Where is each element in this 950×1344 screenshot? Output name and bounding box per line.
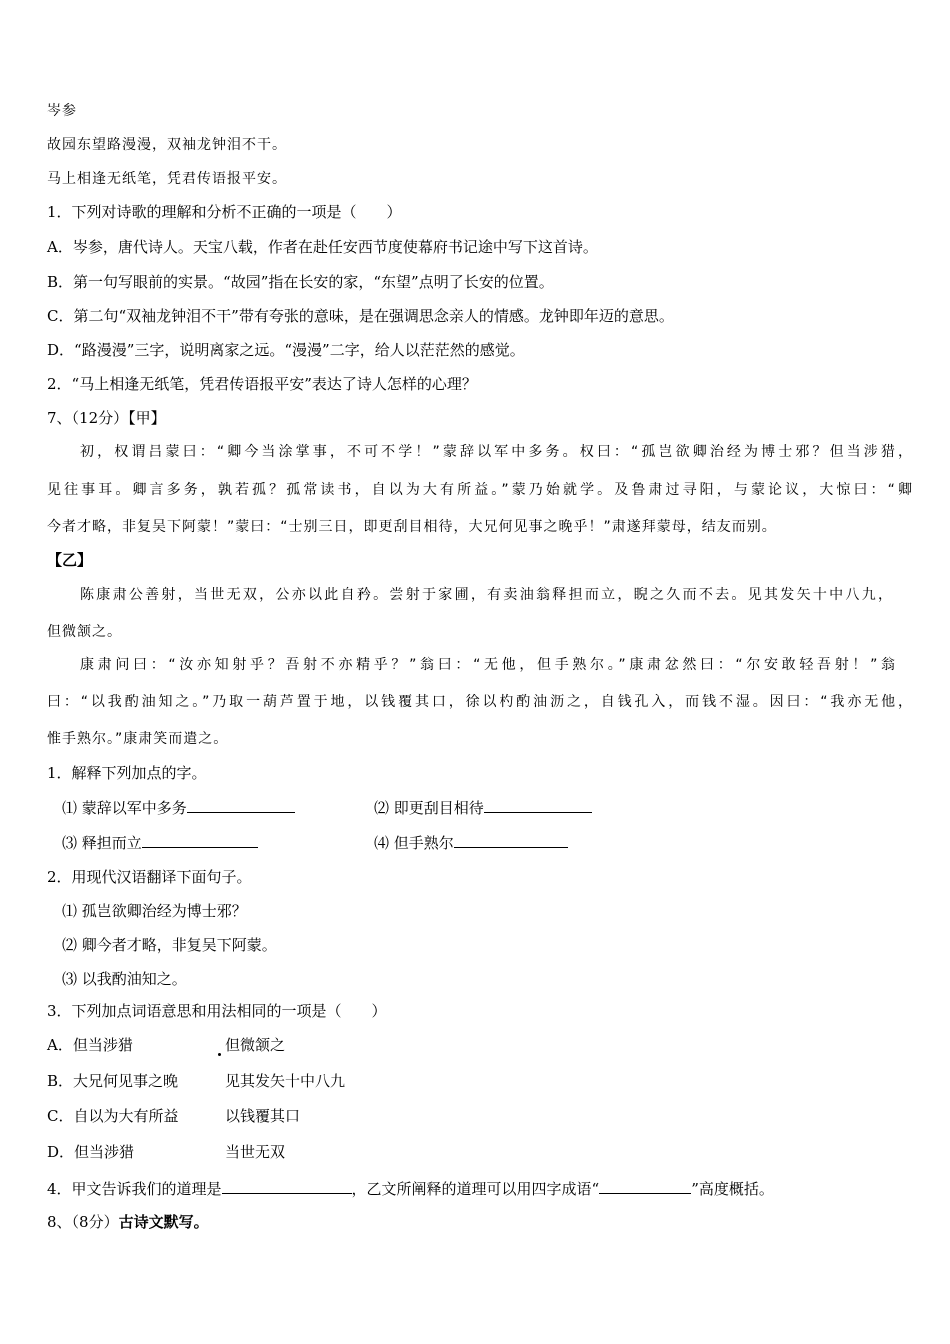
yi-p2-line-3: 惟手熟尔。”康肃笑而遣之。 [47, 731, 229, 747]
yi-p2-line-1: 康肃问曰：“汝亦知射乎？吾射不亦精乎？”翁曰：“无他，但手熟尔。”康肃忿然曰：“尔安敢轻吾射！”翁 [80, 657, 896, 673]
q7-1-item-1-text: ⑴ 蒙辞以军中多务 [62, 799, 187, 817]
q7-1-item-3 [62, 832, 258, 853]
q7-3-option-b-left: B．大兄何见事之晚 [47, 1072, 179, 1090]
jia-line-1: 初，权谓吕蒙曰：“卿今当涂掌事，不可不学！”蒙辞以军中多务。权曰：“孤岂欲卿治经为博士邪？但当涉猎， [80, 444, 913, 460]
q7-2-stem: 2．用现代汉语翻译下面句子。 [47, 868, 252, 886]
q7-4-part-3: ”高度概括。 [691, 1180, 774, 1198]
q8-header [47, 1212, 209, 1232]
q7-3-option-a-right: 但微颔之 [225, 1036, 286, 1054]
q7-4-part-1: 4．甲文告诉我们的道理是 [47, 1180, 222, 1198]
q7-1-item-2 [374, 797, 592, 818]
q7-4-stem [47, 1178, 774, 1199]
q6-2-stem: 2．“马上相逢无纸笔，凭君传语报平安”表达了诗人怎样的心理？ [47, 375, 477, 393]
q7-3-option-c-right: 以钱覆其口 [225, 1107, 301, 1125]
q7-2-sentence-1: ⑴ 孤岂欲卿治经为博士邪？ [62, 902, 247, 920]
answer-blank[interactable] [142, 832, 258, 848]
poem-line-1: 故园东望路漫漫，双袖龙钟泪不干。 [47, 137, 287, 153]
q7-4-part-2: ，乙文所阐释的道理可以用四字成语“ [351, 1180, 600, 1198]
q7-3-stem: 3．下列加点词语意思和用法相同的一项是（ ） [47, 1002, 387, 1020]
q6-1-option-c: C．第二句“双袖龙钟泪不干”带有夸张的意味，是在强调思念亲人的情感。龙钟即年迈的意思。 [47, 307, 674, 325]
q8-title: 古诗文默写。 [118, 1213, 209, 1231]
answer-blank[interactable] [484, 797, 592, 813]
q7-2-sentence-3: ⑶ 以我酌油知之。 [62, 970, 187, 988]
q7-1-item-1 [62, 797, 295, 818]
q6-1-option-d: D．“路漫漫”三字，说明离家之远。“漫漫”二字，给人以茫茫然的感觉。 [47, 341, 525, 359]
q7-2-sentence-2: ⑵ 卿今者才略，非复吴下阿蒙。 [62, 936, 277, 954]
q7-3-option-d-right: 当世无双 [225, 1143, 286, 1161]
q7-3-option-b-right: 见其发矢十中八九 [225, 1072, 346, 1090]
q6-1-stem: 1．下列对诗歌的理解和分析不正确的一项是（ ） [47, 203, 402, 221]
poem-line-2: 马上相逢无纸笔，凭君传语报平安。 [47, 171, 287, 187]
q7-3-option-a-left: A．但当涉猎 [47, 1036, 133, 1054]
yi-p1-line-2: 但微颔之。 [47, 624, 122, 640]
answer-blank[interactable] [222, 1178, 352, 1194]
q7-3-option-d-left: D．但当涉猎 [47, 1143, 135, 1161]
q8-number: 8、（8分） [47, 1213, 119, 1231]
q6-1-option-a: A．岑参，唐代诗人。天宝八载，作者在赴任安西节度使幕府书记途中写下这首诗。 [47, 238, 598, 256]
jia-line-3: 今者才略，非复吴下阿蒙！”蒙曰：“士别三日，即更刮目相待，大兄何见事之晚乎！”肃遂拜蒙母，结友而别。 [47, 519, 777, 535]
jia-line-2: 见往事耳。卿言多务，孰若孤？孤常读书，自以为大有所益。”蒙乃始就学。及鲁肃过寻阳，与蒙论议，大惊曰：“卿 [47, 482, 913, 498]
q7-1-item-2-text: ⑵ 即更刮目相待 [374, 799, 484, 817]
answer-blank[interactable] [454, 832, 568, 848]
poem-author: 岑参 [47, 103, 77, 119]
yi-p2-line-2: 曰：“以我酌油知之。”乃取一葫芦置于地，以钱覆其口，徐以杓酌油沥之，自钱孔入，而钱不湿。因曰：“我亦无他， [47, 694, 913, 710]
q7-1-item-3-text: ⑶ 释担而立 [62, 834, 142, 852]
yi-header: 【乙】 [47, 551, 93, 569]
q7-1-item-4 [374, 832, 568, 853]
q7-3-option-c-left: C．自以为大有所益 [47, 1107, 179, 1125]
q7-1-item-4-text: ⑷ 但手熟尔 [374, 834, 454, 852]
answer-blank[interactable] [599, 1178, 691, 1194]
q6-1-option-b: B．第一句写眼前的实景。“故园”指在长安的家，“东望”点明了长安的位置。 [47, 273, 554, 291]
q7-1-stem: 1．解释下列加点的字。 [47, 764, 207, 782]
answer-blank[interactable] [187, 797, 295, 813]
q7-header: 7、（12分）【甲】 [47, 409, 166, 427]
yi-p1-line-1: 陈康肃公善射，当世无双，公亦以此自矜。尝射于家圃，有卖油翁释担而立，睨之久而不去。见其发矢十中八九， [80, 587, 893, 603]
emphasis-dot [218, 1053, 221, 1056]
